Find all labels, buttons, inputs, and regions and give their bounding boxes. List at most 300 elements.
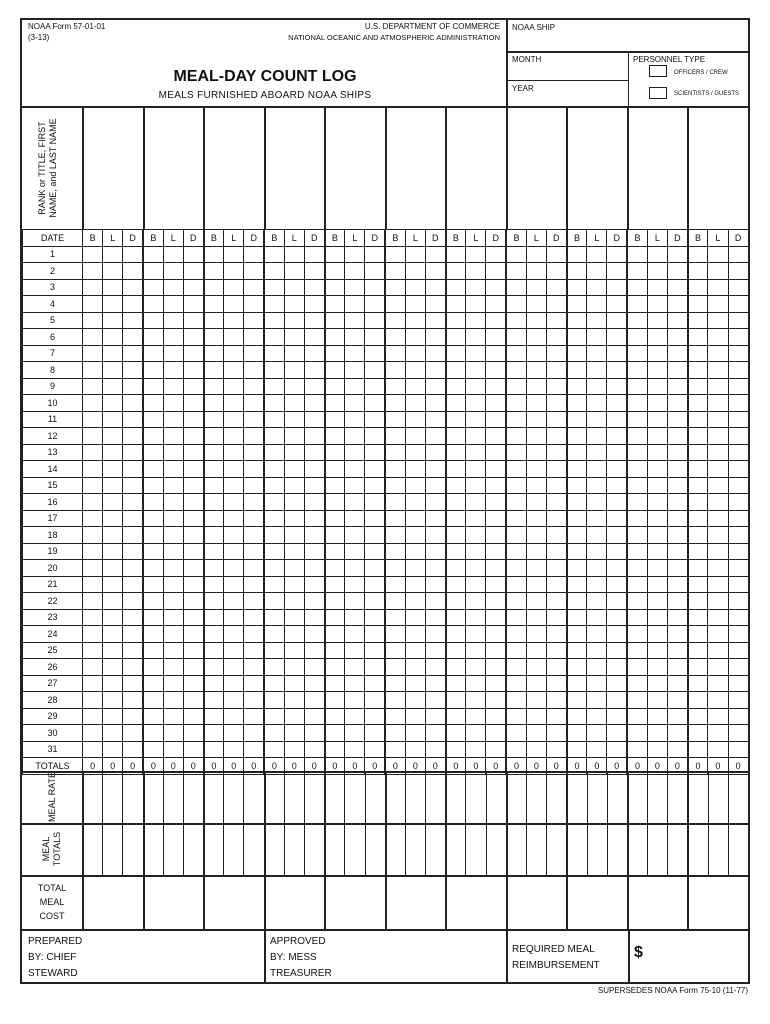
meal-count-cell[interactable] — [163, 329, 183, 346]
meal-count-cell[interactable] — [284, 494, 304, 511]
meal-count-cell[interactable] — [466, 246, 486, 263]
meal-count-cell[interactable] — [163, 560, 183, 577]
meal-count-cell[interactable] — [667, 543, 687, 560]
meal-count-cell[interactable] — [546, 329, 566, 346]
meal-count-cell[interactable] — [708, 593, 728, 610]
meal-count-cell[interactable] — [708, 494, 728, 511]
meal-count-cell[interactable] — [688, 576, 708, 593]
meal-count-cell[interactable] — [627, 378, 647, 395]
meal-count-cell[interactable] — [304, 642, 324, 659]
meal-count-cell[interactable] — [123, 741, 143, 758]
meal-count-cell[interactable] — [446, 543, 466, 560]
meal-count-cell[interactable] — [466, 279, 486, 296]
meal-count-cell[interactable] — [264, 593, 284, 610]
meal-count-cell[interactable] — [284, 312, 304, 329]
meal-count-cell[interactable] — [607, 296, 627, 313]
meal-count-cell[interactable] — [688, 279, 708, 296]
meal-count-cell[interactable] — [325, 560, 345, 577]
meal-count-cell[interactable] — [567, 543, 587, 560]
meal-count-cell[interactable] — [244, 246, 264, 263]
meal-count-cell[interactable] — [667, 279, 687, 296]
meal-count-cell[interactable] — [546, 576, 566, 593]
meal-count-cell[interactable] — [405, 543, 425, 560]
meal-count-cell[interactable] — [345, 576, 365, 593]
meal-count-cell[interactable] — [526, 461, 546, 478]
meal-count-cell[interactable] — [546, 609, 566, 626]
meal-count-cell[interactable] — [587, 246, 607, 263]
meal-count-cell[interactable] — [83, 609, 103, 626]
meal-count-cell[interactable] — [244, 345, 264, 362]
meal-count-cell[interactable] — [688, 494, 708, 511]
meal-totals-field[interactable] — [689, 825, 746, 873]
meal-count-cell[interactable] — [325, 659, 345, 676]
meal-count-cell[interactable] — [204, 741, 224, 758]
meal-count-cell[interactable] — [627, 477, 647, 494]
meal-count-cell[interactable] — [244, 362, 264, 379]
meal-count-cell[interactable] — [486, 675, 506, 692]
meal-count-cell[interactable] — [526, 642, 546, 659]
meal-count-cell[interactable] — [728, 609, 748, 626]
meal-count-cell[interactable] — [446, 477, 466, 494]
meal-count-cell[interactable] — [183, 741, 203, 758]
meal-count-cell[interactable] — [466, 708, 486, 725]
meal-count-cell[interactable] — [304, 560, 324, 577]
meal-count-cell[interactable] — [667, 477, 687, 494]
meal-count-cell[interactable] — [526, 428, 546, 445]
meal-count-cell[interactable] — [567, 675, 587, 692]
meal-count-cell[interactable] — [647, 329, 667, 346]
meal-count-cell[interactable] — [103, 692, 123, 709]
meal-count-cell[interactable] — [446, 626, 466, 643]
meal-count-cell[interactable] — [526, 576, 546, 593]
meal-count-cell[interactable] — [365, 312, 385, 329]
total-meal-cost-field[interactable] — [508, 877, 565, 927]
meal-count-cell[interactable] — [83, 659, 103, 676]
meal-count-cell[interactable] — [325, 329, 345, 346]
meal-count-cell[interactable] — [708, 312, 728, 329]
meal-count-cell[interactable] — [647, 395, 667, 412]
meal-count-cell[interactable] — [486, 609, 506, 626]
meal-count-cell[interactable] — [204, 692, 224, 709]
meal-count-cell[interactable] — [123, 609, 143, 626]
meal-count-cell[interactable] — [446, 345, 466, 362]
meal-count-cell[interactable] — [284, 345, 304, 362]
meal-count-cell[interactable] — [708, 510, 728, 527]
meal-count-cell[interactable] — [264, 461, 284, 478]
meal-count-cell[interactable] — [345, 527, 365, 544]
meal-count-cell[interactable] — [688, 345, 708, 362]
meal-count-cell[interactable] — [466, 626, 486, 643]
meal-count-cell[interactable] — [345, 444, 365, 461]
meal-count-cell[interactable] — [103, 659, 123, 676]
meal-count-cell[interactable] — [425, 527, 445, 544]
meal-count-cell[interactable] — [466, 263, 486, 280]
meal-count-cell[interactable] — [83, 708, 103, 725]
meal-count-cell[interactable] — [627, 395, 647, 412]
meal-count-cell[interactable] — [567, 362, 587, 379]
meal-totals-field[interactable] — [266, 825, 323, 873]
meal-count-cell[interactable] — [506, 576, 526, 593]
meal-count-cell[interactable] — [627, 725, 647, 742]
meal-count-cell[interactable] — [204, 576, 224, 593]
meal-count-cell[interactable] — [284, 741, 304, 758]
meal-count-cell[interactable] — [425, 708, 445, 725]
total-meal-cost-field[interactable] — [84, 877, 141, 927]
meal-count-cell[interactable] — [425, 312, 445, 329]
meal-count-cell[interactable] — [708, 477, 728, 494]
meal-count-cell[interactable] — [325, 692, 345, 709]
meal-count-cell[interactable] — [728, 659, 748, 676]
meal-count-cell[interactable] — [345, 725, 365, 742]
meal-count-cell[interactable] — [506, 692, 526, 709]
meal-count-cell[interactable] — [264, 494, 284, 511]
meal-count-cell[interactable] — [204, 642, 224, 659]
meal-count-cell[interactable] — [425, 560, 445, 577]
meal-count-cell[interactable] — [163, 675, 183, 692]
meal-count-cell[interactable] — [587, 576, 607, 593]
meal-count-cell[interactable] — [546, 659, 566, 676]
meal-count-cell[interactable] — [567, 246, 587, 263]
meal-count-cell[interactable] — [708, 362, 728, 379]
meal-count-cell[interactable] — [345, 279, 365, 296]
meal-count-cell[interactable] — [143, 510, 163, 527]
meal-count-cell[interactable] — [486, 461, 506, 478]
meal-count-cell[interactable] — [728, 642, 748, 659]
meal-count-cell[interactable] — [708, 329, 728, 346]
meal-count-cell[interactable] — [365, 345, 385, 362]
month-field[interactable] — [512, 66, 622, 78]
meal-count-cell[interactable] — [526, 741, 546, 758]
meal-count-cell[interactable] — [183, 395, 203, 412]
meal-count-cell[interactable] — [204, 362, 224, 379]
meal-count-cell[interactable] — [466, 675, 486, 692]
meal-count-cell[interactable] — [486, 527, 506, 544]
meal-count-cell[interactable] — [143, 345, 163, 362]
meal-totals-field[interactable] — [145, 825, 202, 873]
meal-count-cell[interactable] — [647, 642, 667, 659]
meal-count-cell[interactable] — [607, 428, 627, 445]
meal-count-cell[interactable] — [224, 593, 244, 610]
meal-rate-field[interactable] — [84, 773, 141, 821]
meal-count-cell[interactable] — [506, 609, 526, 626]
meal-count-cell[interactable] — [405, 378, 425, 395]
meal-count-cell[interactable] — [163, 279, 183, 296]
meal-count-cell[interactable] — [728, 527, 748, 544]
meal-count-cell[interactable] — [325, 494, 345, 511]
meal-count-cell[interactable] — [163, 576, 183, 593]
meal-count-cell[interactable] — [647, 378, 667, 395]
meal-count-cell[interactable] — [304, 444, 324, 461]
meal-count-cell[interactable] — [304, 659, 324, 676]
meal-count-cell[interactable] — [607, 345, 627, 362]
meal-count-cell[interactable] — [244, 279, 264, 296]
meal-count-cell[interactable] — [688, 312, 708, 329]
meal-count-cell[interactable] — [103, 510, 123, 527]
meal-count-cell[interactable] — [123, 642, 143, 659]
meal-totals-field[interactable] — [629, 825, 686, 873]
meal-count-cell[interactable] — [567, 395, 587, 412]
meal-count-cell[interactable] — [345, 312, 365, 329]
meal-count-cell[interactable] — [728, 329, 748, 346]
meal-count-cell[interactable] — [667, 560, 687, 577]
meal-count-cell[interactable] — [567, 642, 587, 659]
meal-count-cell[interactable] — [264, 312, 284, 329]
meal-count-cell[interactable] — [224, 527, 244, 544]
meal-count-cell[interactable] — [304, 510, 324, 527]
meal-count-cell[interactable] — [486, 345, 506, 362]
meal-count-cell[interactable] — [325, 312, 345, 329]
meal-count-cell[interactable] — [647, 345, 667, 362]
meal-count-cell[interactable] — [546, 642, 566, 659]
meal-count-cell[interactable] — [325, 345, 345, 362]
meal-count-cell[interactable] — [728, 279, 748, 296]
meal-count-cell[interactable] — [647, 279, 667, 296]
meal-count-cell[interactable] — [244, 543, 264, 560]
meal-count-cell[interactable] — [83, 428, 103, 445]
meal-count-cell[interactable] — [143, 246, 163, 263]
meal-count-cell[interactable] — [446, 461, 466, 478]
meal-count-cell[interactable] — [83, 527, 103, 544]
meal-count-cell[interactable] — [607, 741, 627, 758]
meal-count-cell[interactable] — [647, 263, 667, 280]
meal-rate-field[interactable] — [508, 773, 565, 821]
person-name-field[interactable] — [566, 107, 627, 229]
meal-count-cell[interactable] — [486, 741, 506, 758]
meal-count-cell[interactable] — [466, 461, 486, 478]
meal-count-cell[interactable] — [224, 263, 244, 280]
meal-count-cell[interactable] — [425, 263, 445, 280]
meal-count-cell[interactable] — [607, 494, 627, 511]
meal-count-cell[interactable] — [667, 659, 687, 676]
meal-count-cell[interactable] — [264, 395, 284, 412]
meal-count-cell[interactable] — [647, 246, 667, 263]
meal-count-cell[interactable] — [204, 725, 224, 742]
meal-count-cell[interactable] — [486, 626, 506, 643]
meal-count-cell[interactable] — [587, 692, 607, 709]
meal-count-cell[interactable] — [728, 725, 748, 742]
meal-rate-field[interactable] — [205, 773, 262, 821]
meal-count-cell[interactable] — [486, 378, 506, 395]
meal-count-cell[interactable] — [244, 576, 264, 593]
meal-count-cell[interactable] — [667, 609, 687, 626]
meal-count-cell[interactable] — [365, 527, 385, 544]
total-meal-cost-field[interactable] — [205, 877, 262, 927]
meal-count-cell[interactable] — [123, 246, 143, 263]
meal-count-cell[interactable] — [304, 675, 324, 692]
meal-count-cell[interactable] — [123, 725, 143, 742]
meal-count-cell[interactable] — [587, 362, 607, 379]
meal-count-cell[interactable] — [385, 708, 405, 725]
meal-count-cell[interactable] — [506, 263, 526, 280]
meal-count-cell[interactable] — [647, 461, 667, 478]
meal-count-cell[interactable] — [708, 444, 728, 461]
meal-count-cell[interactable] — [466, 659, 486, 676]
meal-count-cell[interactable] — [425, 741, 445, 758]
meal-count-cell[interactable] — [567, 411, 587, 428]
meal-count-cell[interactable] — [345, 395, 365, 412]
meal-count-cell[interactable] — [667, 395, 687, 412]
meal-count-cell[interactable] — [204, 263, 224, 280]
meal-count-cell[interactable] — [627, 576, 647, 593]
meal-count-cell[interactable] — [345, 560, 365, 577]
meal-count-cell[interactable] — [183, 279, 203, 296]
meal-count-cell[interactable] — [526, 246, 546, 263]
meal-count-cell[interactable] — [526, 725, 546, 742]
meal-count-cell[interactable] — [183, 378, 203, 395]
meal-count-cell[interactable] — [466, 378, 486, 395]
meal-count-cell[interactable] — [183, 411, 203, 428]
meal-count-cell[interactable] — [688, 362, 708, 379]
meal-count-cell[interactable] — [204, 626, 224, 643]
meal-count-cell[interactable] — [244, 659, 264, 676]
meal-count-cell[interactable] — [506, 477, 526, 494]
meal-count-cell[interactable] — [607, 279, 627, 296]
meal-count-cell[interactable] — [446, 741, 466, 758]
meal-count-cell[interactable] — [123, 510, 143, 527]
meal-count-cell[interactable] — [425, 494, 445, 511]
meal-count-cell[interactable] — [425, 444, 445, 461]
meal-count-cell[interactable] — [143, 362, 163, 379]
meal-count-cell[interactable] — [688, 626, 708, 643]
meal-count-cell[interactable] — [183, 576, 203, 593]
meal-count-cell[interactable] — [667, 411, 687, 428]
meal-count-cell[interactable] — [365, 296, 385, 313]
meal-count-cell[interactable] — [183, 593, 203, 610]
meal-count-cell[interactable] — [183, 543, 203, 560]
meal-count-cell[interactable] — [204, 329, 224, 346]
meal-count-cell[interactable] — [264, 428, 284, 445]
meal-count-cell[interactable] — [425, 345, 445, 362]
meal-count-cell[interactable] — [728, 494, 748, 511]
meal-count-cell[interactable] — [627, 312, 647, 329]
meal-count-cell[interactable] — [385, 675, 405, 692]
meal-count-cell[interactable] — [627, 461, 647, 478]
meal-count-cell[interactable] — [284, 510, 304, 527]
meal-count-cell[interactable] — [526, 378, 546, 395]
meal-count-cell[interactable] — [506, 741, 526, 758]
meal-count-cell[interactable] — [647, 411, 667, 428]
meal-count-cell[interactable] — [607, 362, 627, 379]
meal-count-cell[interactable] — [304, 626, 324, 643]
meal-count-cell[interactable] — [446, 560, 466, 577]
meal-count-cell[interactable] — [123, 411, 143, 428]
meal-count-cell[interactable] — [425, 246, 445, 263]
meal-count-cell[interactable] — [627, 246, 647, 263]
meal-count-cell[interactable] — [587, 543, 607, 560]
meal-count-cell[interactable] — [607, 246, 627, 263]
meal-count-cell[interactable] — [446, 263, 466, 280]
meal-count-cell[interactable] — [244, 527, 264, 544]
meal-count-cell[interactable] — [546, 296, 566, 313]
meal-count-cell[interactable] — [365, 461, 385, 478]
meal-count-cell[interactable] — [405, 626, 425, 643]
meal-count-cell[interactable] — [567, 477, 587, 494]
meal-count-cell[interactable] — [83, 246, 103, 263]
meal-count-cell[interactable] — [284, 560, 304, 577]
meal-count-cell[interactable] — [405, 411, 425, 428]
meal-count-cell[interactable] — [546, 444, 566, 461]
meal-count-cell[interactable] — [143, 494, 163, 511]
meal-count-cell[interactable] — [506, 593, 526, 610]
meal-count-cell[interactable] — [647, 444, 667, 461]
meal-count-cell[interactable] — [224, 395, 244, 412]
meal-rate-field[interactable] — [145, 773, 202, 821]
meal-count-cell[interactable] — [627, 609, 647, 626]
meal-count-cell[interactable] — [446, 642, 466, 659]
meal-count-cell[interactable] — [567, 494, 587, 511]
meal-count-cell[interactable] — [486, 411, 506, 428]
meal-count-cell[interactable] — [163, 626, 183, 643]
meal-count-cell[interactable] — [264, 510, 284, 527]
meal-count-cell[interactable] — [183, 329, 203, 346]
meal-count-cell[interactable] — [385, 461, 405, 478]
meal-count-cell[interactable] — [244, 593, 264, 610]
meal-count-cell[interactable] — [708, 461, 728, 478]
meal-count-cell[interactable] — [627, 692, 647, 709]
meal-count-cell[interactable] — [688, 725, 708, 742]
meal-count-cell[interactable] — [325, 725, 345, 742]
total-meal-cost-field[interactable] — [326, 877, 383, 927]
meal-count-cell[interactable] — [264, 626, 284, 643]
meal-count-cell[interactable] — [506, 527, 526, 544]
meal-count-cell[interactable] — [627, 642, 647, 659]
total-meal-cost-field[interactable] — [387, 877, 444, 927]
meal-count-cell[interactable] — [567, 510, 587, 527]
meal-count-cell[interactable] — [486, 362, 506, 379]
meal-count-cell[interactable] — [325, 626, 345, 643]
meal-count-cell[interactable] — [708, 246, 728, 263]
meal-count-cell[interactable] — [163, 428, 183, 445]
meal-count-cell[interactable] — [244, 692, 264, 709]
meal-count-cell[interactable] — [546, 708, 566, 725]
meal-count-cell[interactable] — [304, 345, 324, 362]
meal-count-cell[interactable] — [425, 725, 445, 742]
meal-count-cell[interactable] — [123, 279, 143, 296]
meal-count-cell[interactable] — [667, 708, 687, 725]
meal-count-cell[interactable] — [607, 527, 627, 544]
meal-count-cell[interactable] — [385, 626, 405, 643]
person-name-field[interactable] — [445, 107, 506, 229]
meal-count-cell[interactable] — [627, 593, 647, 610]
meal-count-cell[interactable] — [405, 741, 425, 758]
meal-count-cell[interactable] — [627, 329, 647, 346]
meal-count-cell[interactable] — [224, 312, 244, 329]
meal-count-cell[interactable] — [83, 593, 103, 610]
meal-count-cell[interactable] — [405, 246, 425, 263]
meal-count-cell[interactable] — [425, 609, 445, 626]
meal-count-cell[interactable] — [425, 626, 445, 643]
meal-count-cell[interactable] — [183, 246, 203, 263]
meal-count-cell[interactable] — [546, 378, 566, 395]
meal-rate-field[interactable] — [326, 773, 383, 821]
meal-count-cell[interactable] — [325, 263, 345, 280]
meal-count-cell[interactable] — [446, 428, 466, 445]
meal-count-cell[interactable] — [325, 296, 345, 313]
meal-count-cell[interactable] — [365, 675, 385, 692]
meal-count-cell[interactable] — [365, 543, 385, 560]
meal-count-cell[interactable] — [284, 576, 304, 593]
meal-count-cell[interactable] — [83, 560, 103, 577]
meal-count-cell[interactable] — [163, 741, 183, 758]
meal-count-cell[interactable] — [688, 329, 708, 346]
meal-count-cell[interactable] — [83, 444, 103, 461]
meal-count-cell[interactable] — [587, 296, 607, 313]
meal-count-cell[interactable] — [688, 296, 708, 313]
meal-count-cell[interactable] — [546, 527, 566, 544]
meal-count-cell[interactable] — [123, 395, 143, 412]
meal-count-cell[interactable] — [183, 659, 203, 676]
meal-count-cell[interactable] — [506, 626, 526, 643]
